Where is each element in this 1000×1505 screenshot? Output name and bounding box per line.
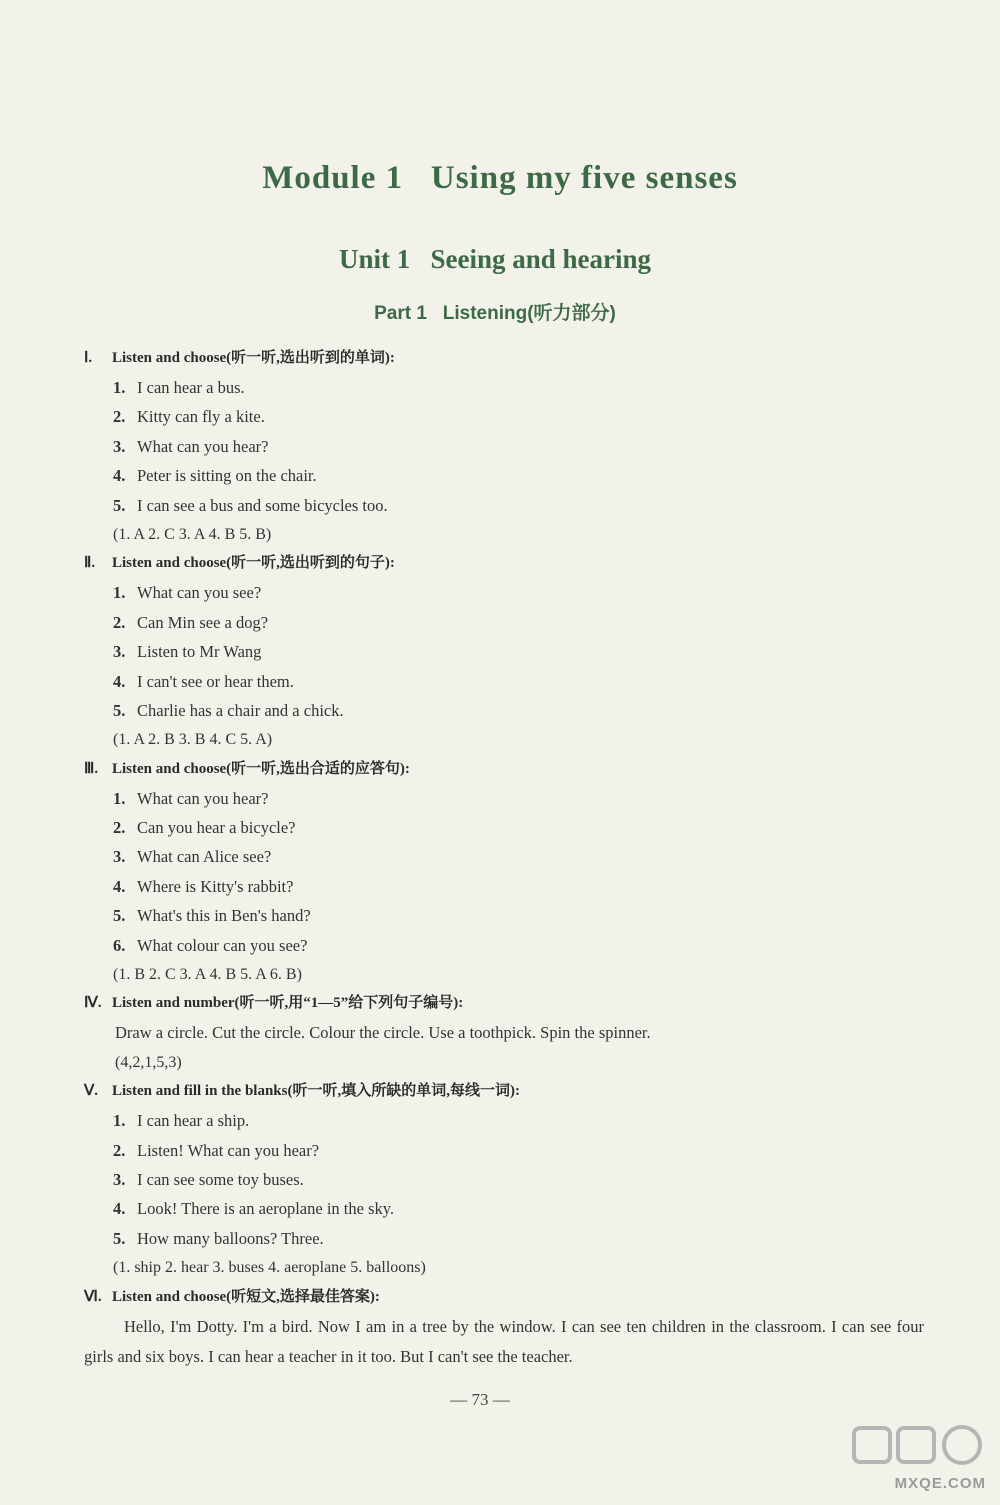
section-4-answer: (4,2,1,5,3) bbox=[115, 1053, 182, 1071]
section-5-title: Listen and fill in the blanks(听一听,填入所缺的单词,每线一词): bbox=[112, 1083, 520, 1100]
list-item: 3. What can you hear? bbox=[113, 436, 269, 456]
section-1-number: Ⅰ. bbox=[84, 350, 93, 366]
list-item: 4. Look! There is an aeroplane in the sky. bbox=[113, 1199, 395, 1219]
list-item: 3. I can see some toy buses. bbox=[113, 1169, 304, 1189]
section-5-answer: (1. ship 2. hear 3. buses 4. aeroplane 5. balloons) bbox=[113, 1259, 426, 1277]
section-1-answer: (1. A 2. C 3. A 4. B 5. B) bbox=[113, 525, 272, 543]
list-item: 1. I can hear a ship. bbox=[113, 1111, 250, 1131]
section-1-heading bbox=[84, 344, 934, 373]
list-item: 5. I can see a bus and some bicycles too. bbox=[113, 495, 388, 515]
page-number: — 73 — bbox=[450, 1390, 510, 1409]
section-4-number: Ⅳ. bbox=[84, 995, 102, 1012]
list-item: 1. I can hear a bus. bbox=[113, 378, 245, 397]
list-item: 4. Peter is sitting on the chair. bbox=[113, 466, 317, 486]
list-item: 2. Listen! What can you hear? bbox=[113, 1140, 320, 1160]
part-title: Part 1 Listening(听力部分) bbox=[374, 303, 616, 324]
list-item: 5. How many balloons? Three. bbox=[113, 1228, 324, 1248]
list-item: 3. What can Alice see? bbox=[113, 847, 272, 867]
watermark-logo bbox=[844, 1420, 994, 1500]
passage-paragraph: Hello, I'm Dotty. I'm a bird. Now I am in a tree by the window. I can see ten children in the classroom. I can see four girls and six boys. I can hear a teacher in it too. But I can't see the teacher. bbox=[84, 1316, 924, 1366]
section-6-number: Ⅵ. bbox=[84, 1288, 102, 1305]
section-5-number: Ⅴ. bbox=[84, 1083, 99, 1100]
list-item: 6. What colour can you see? bbox=[113, 935, 308, 955]
section-4-heading bbox=[84, 989, 934, 1018]
section-4-title: Listen and number(听一听,用“1—5”给下列句子编号): bbox=[112, 995, 464, 1012]
section-5-heading bbox=[84, 1077, 934, 1106]
list-item: 2. Can you hear a bicycle? bbox=[113, 818, 296, 838]
list-item: 5. Charlie has a chair and a chick. bbox=[113, 700, 344, 720]
module-title: Module 1 Using my five senses bbox=[262, 160, 738, 196]
watermark-text: MXQE.COM bbox=[894, 1475, 986, 1492]
section-2-heading bbox=[84, 549, 934, 578]
unit-title: Unit 1 Seeing and hearing bbox=[338, 244, 652, 274]
section-3-answer: (1. B 2. C 3. A 4. B 5. A 6. B) bbox=[113, 966, 302, 984]
section-2-number: Ⅱ. bbox=[84, 555, 96, 572]
exercise-content bbox=[84, 344, 934, 1372]
list-item: 1. What can you hear? bbox=[113, 788, 269, 808]
section-3-heading bbox=[84, 755, 934, 784]
list-item: 1. What can you see? bbox=[113, 583, 262, 603]
section-3-number: Ⅲ. bbox=[84, 760, 99, 777]
list-item: 5. What's this in Ben's hand? bbox=[113, 906, 311, 926]
section-2-answer: (1. A 2. B 3. B 4. C 5. A) bbox=[113, 731, 273, 749]
section-6-heading bbox=[84, 1283, 934, 1312]
section-1-title: Listen and choose(听一听,选出听到的单词): bbox=[112, 350, 395, 366]
list-item: 4. I can't see or hear them. bbox=[113, 671, 294, 691]
list-item: Draw a circle. Cut the circle. Colour the circle. Use a toothpick. Spin the spinner. bbox=[115, 1023, 651, 1043]
section-6-title: Listen and choose(听短文,选择最佳答案): bbox=[112, 1288, 380, 1305]
list-item: 2. Can Min see a dog? bbox=[113, 612, 269, 632]
list-item: 2. Kitty can fly a kite. bbox=[113, 407, 265, 427]
section-3-title: Listen and choose(听一听,选出合适的应答句): bbox=[112, 760, 410, 777]
list-item: 3. Listen to Mr Wang bbox=[113, 642, 262, 662]
section-2-title: Listen and choose(听一听,选出听到的句子): bbox=[112, 555, 395, 572]
list-item: 4. Where is Kitty's rabbit? bbox=[113, 876, 294, 896]
